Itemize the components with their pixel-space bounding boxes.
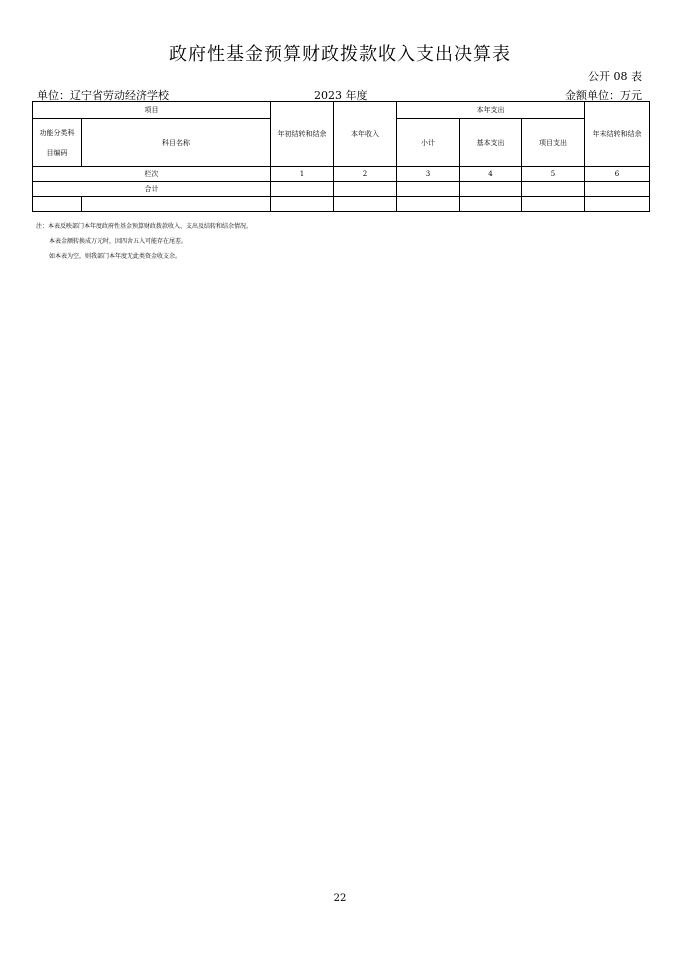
note-line: 注：本表反映部门本年度政府性基金预算财政拨款收入、支出及结转和结余情况。	[36, 223, 253, 230]
column-number: 5	[522, 167, 585, 182]
table-cell	[271, 197, 334, 212]
table-top-rule	[32, 101, 649, 102]
column-number: 6	[585, 167, 650, 182]
column-label: 栏次	[33, 167, 271, 182]
total-label: 合计	[33, 182, 271, 197]
table-cell	[522, 197, 585, 212]
budget-table	[32, 101, 650, 212]
table-cell	[397, 197, 460, 212]
header-annual-expense: 本年支出	[397, 102, 585, 119]
table-cell	[82, 197, 271, 212]
reporting-unit: 单位：辽宁省劳动经济学校	[37, 89, 169, 102]
header-function-code: 功能分类科目编码	[33, 119, 82, 167]
table-cell	[33, 197, 82, 212]
table-cell	[271, 182, 334, 197]
fiscal-year: 2023 年度	[314, 89, 368, 102]
total-row	[33, 182, 650, 197]
column-number: 3	[397, 167, 460, 182]
form-number: 公开 08 表	[588, 70, 642, 83]
header-subject-name: 科目名称	[82, 119, 271, 167]
header-opening-balance: 年初结转和结余	[271, 102, 334, 167]
header-closing-balance: 年末结转和结余	[585, 102, 650, 167]
column-number: 1	[271, 167, 334, 182]
note-line: 如本表为空，则我部门本年度无此类资金收支余。	[49, 253, 182, 260]
table-cell	[397, 182, 460, 197]
table-cell	[334, 182, 397, 197]
header-subtotal: 小计	[397, 119, 460, 167]
amount-unit: 金额单位：万元	[565, 89, 642, 102]
table-row	[33, 197, 650, 212]
table-cell	[585, 197, 650, 212]
column-number-row	[33, 167, 650, 182]
page-number: 22	[333, 893, 347, 904]
column-number: 4	[460, 167, 522, 182]
page-title: 政府性基金预算财政拨款收入支出决算表	[169, 44, 511, 65]
table-cell	[585, 182, 650, 197]
table-cell	[334, 197, 397, 212]
column-number: 2	[334, 167, 397, 182]
header-project-expense: 项目支出	[522, 119, 585, 167]
table-cell	[460, 197, 522, 212]
header-basic-expense: 基本支出	[460, 119, 522, 167]
note-line: 本表金额转换成万元时，因四舍五入可能存在尾差。	[49, 238, 188, 245]
header-item: 项目	[33, 102, 271, 119]
table-cell	[460, 182, 522, 197]
notes	[36, 219, 252, 264]
header-annual-income: 本年收入	[334, 102, 397, 167]
table-cell	[522, 182, 585, 197]
